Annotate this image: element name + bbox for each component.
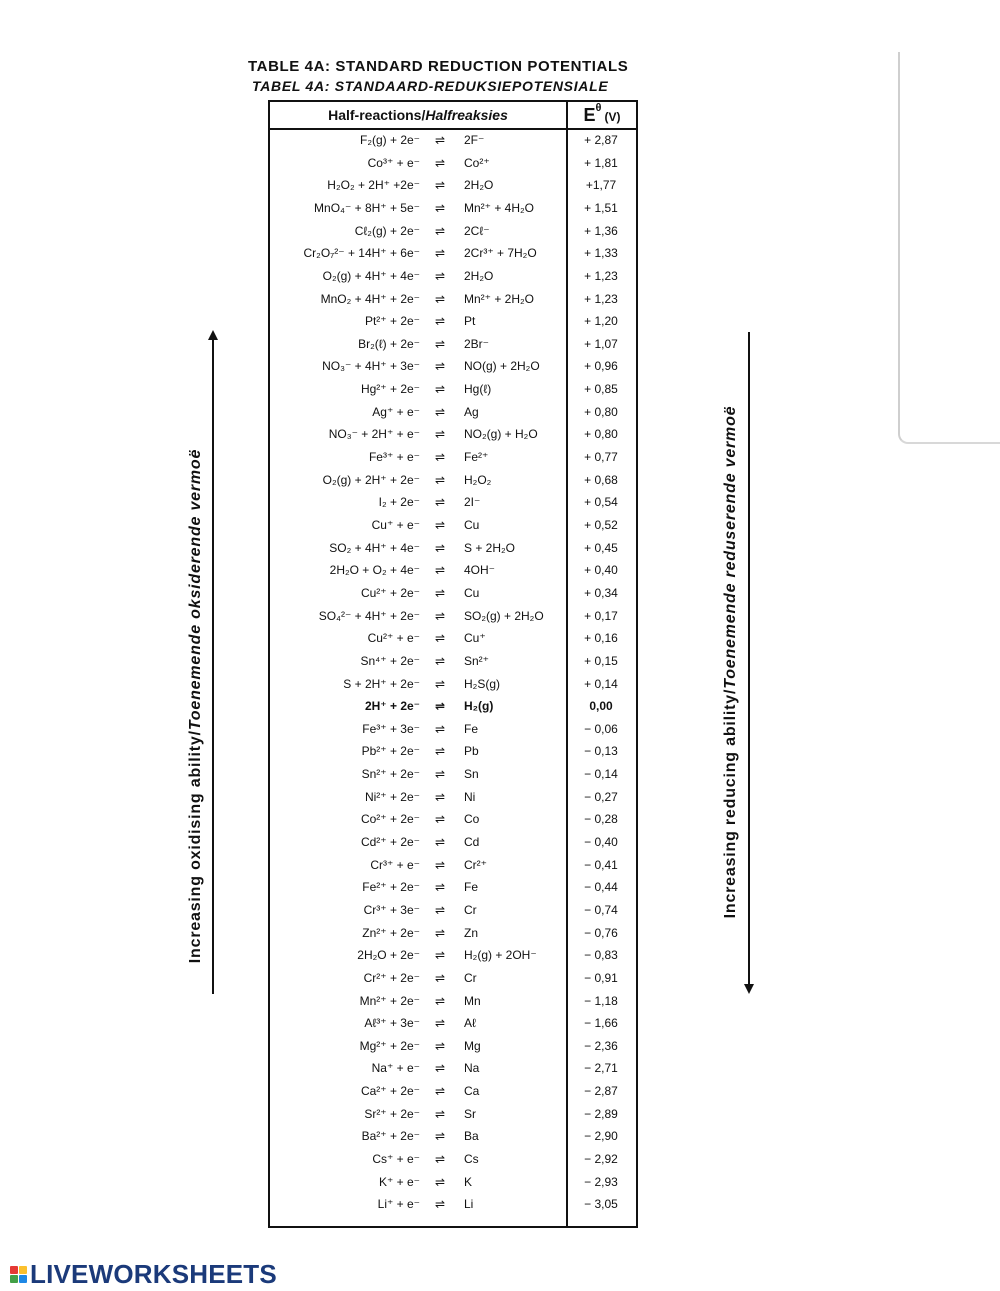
reaction-row (270, 561, 636, 581)
products: Ni (464, 789, 476, 804)
products: H₂(g) (464, 699, 494, 714)
equilibrium-arrow-icon: ⇌ (434, 1038, 446, 1053)
equilibrium-arrow-icon: ⇌ (434, 721, 446, 736)
equilibrium-arrow-icon: ⇌ (434, 744, 446, 759)
reaction-row (270, 924, 636, 944)
reactants: Cr³⁺ + e⁻ (370, 857, 420, 872)
reactants: MnO₄⁻ + 8H⁺ + 5e⁻ (314, 200, 420, 215)
reactants: Sn²⁺ + 2e⁻ (361, 767, 420, 782)
logo-square-yellow-icon (19, 1266, 27, 1274)
reaction-row (270, 1105, 636, 1125)
products: 2I⁻ (464, 495, 481, 510)
equilibrium-arrow-icon: ⇌ (434, 382, 446, 397)
reactants: O₂(g) + 2H⁺ + 2e⁻ (322, 472, 420, 487)
reaction-row (270, 969, 636, 989)
potential-value: − 0,41 (584, 857, 618, 872)
reaction-row (270, 516, 636, 536)
potential-value: − 2,92 (584, 1152, 618, 1167)
equilibrium-arrow-icon: ⇌ (434, 789, 446, 804)
products: Fe (464, 721, 479, 736)
potential-value: + 0,54 (584, 495, 618, 510)
reaction-row (270, 493, 636, 513)
equilibrium-arrow-icon: ⇌ (434, 359, 446, 374)
reactants: K⁺ + e⁻ (378, 1174, 420, 1189)
reaction-row (270, 1059, 636, 1079)
potential-value: + 0,52 (584, 517, 618, 532)
reaction-row (270, 222, 636, 242)
reactants: Co³⁺ + e⁻ (367, 155, 420, 170)
products: 2Cℓ⁻ (464, 223, 490, 238)
products: Zn (464, 925, 479, 940)
equilibrium-arrow-icon: ⇌ (434, 1061, 446, 1076)
reactants: Li⁺ + e⁻ (377, 1197, 420, 1212)
products: Mn²⁺ + 4H₂O (464, 200, 535, 215)
reaction-row (270, 539, 636, 559)
products: Ba (464, 1129, 479, 1144)
equilibrium-arrow-icon: ⇌ (434, 200, 446, 215)
reaction-row (270, 267, 636, 287)
reactants: Cd²⁺ + 2e⁻ (360, 835, 420, 850)
reactants: Fe²⁺ + 2e⁻ (362, 880, 420, 895)
arrow-down-icon (744, 984, 754, 994)
reaction-row (270, 1195, 636, 1215)
products: NO(g) + 2H₂O (464, 359, 540, 374)
equilibrium-arrow-icon: ⇌ (434, 857, 446, 872)
potential-value: − 0,44 (584, 880, 618, 895)
liveworksheets-logo[interactable] (10, 1260, 277, 1288)
potential-value: + 0,45 (584, 540, 618, 555)
equilibrium-arrow-icon: ⇌ (434, 495, 446, 510)
equilibrium-arrow-icon: ⇌ (434, 1106, 446, 1121)
reactants: Cr₂O₇²⁻ + 14H⁺ + 6e⁻ (303, 246, 420, 261)
equilibrium-arrow-icon: ⇌ (434, 970, 446, 985)
potential-value: − 2,71 (584, 1061, 618, 1076)
reactants: S + 2H⁺ + 2e⁻ (343, 676, 420, 691)
potential-value: + 0,15 (584, 653, 618, 668)
reducing-label-en: Increasing reducing ability/ (722, 688, 739, 919)
header-half-reactions-af: Halfreaksies (425, 107, 508, 123)
header-e-symbol: E (583, 104, 596, 125)
equilibrium-arrow-icon: ⇌ (434, 835, 446, 850)
products: Mg (464, 1038, 481, 1053)
reducing-ability-label (722, 406, 740, 919)
products: 2Br⁻ (464, 336, 490, 351)
reactants: Pb²⁺ + 2e⁻ (361, 744, 420, 759)
products: H₂O₂ (464, 472, 492, 487)
equilibrium-arrow-icon: ⇌ (434, 314, 446, 329)
reactants: O₂(g) + 4H⁺ + 4e⁻ (322, 268, 420, 283)
potential-value: − 0,14 (584, 767, 618, 782)
reaction-row (270, 380, 636, 400)
potential-value: + 2,87 (584, 133, 618, 147)
reaction-row (270, 1127, 636, 1147)
equilibrium-arrow-icon: ⇌ (434, 450, 446, 465)
potential-value: − 0,27 (584, 789, 618, 804)
equilibrium-arrow-icon: ⇌ (434, 585, 446, 600)
products: Sr (464, 1106, 476, 1121)
header-half-reactions (270, 102, 566, 128)
reaction-row (270, 629, 636, 649)
potential-value: − 0,28 (584, 812, 618, 827)
reactants: Sr²⁺ + 2e⁻ (364, 1106, 420, 1121)
reaction-row (270, 312, 636, 332)
products: 2H₂O (464, 268, 494, 283)
equilibrium-arrow-icon: ⇌ (434, 1084, 446, 1099)
reactants: NO₃⁻ + 2H⁺ + e⁻ (328, 427, 420, 442)
reaction-row (270, 448, 636, 468)
equilibrium-arrow-icon: ⇌ (434, 540, 446, 555)
potential-value: − 2,90 (584, 1129, 618, 1144)
potential-value: + 1,36 (584, 223, 618, 238)
reactants: F₂(g) + 2e⁻ (359, 133, 420, 147)
potential-value: − 2,87 (584, 1084, 618, 1099)
reaction-row (270, 471, 636, 491)
products: Fe²⁺ (464, 450, 489, 465)
equilibrium-arrow-icon: ⇌ (434, 880, 446, 895)
reactants: Mn²⁺ + 2e⁻ (359, 993, 420, 1008)
reactants: SO₂ + 4H⁺ + 4e⁻ (329, 540, 420, 555)
equilibrium-arrow-icon: ⇌ (434, 1152, 446, 1167)
reaction-row (270, 992, 636, 1012)
products: Cs (464, 1152, 479, 1167)
potential-value: + 0,40 (584, 563, 618, 578)
potential-value: + 0,17 (584, 608, 618, 623)
potential-value: − 0,91 (584, 970, 618, 985)
reaction-row (270, 357, 636, 377)
products: Cu (464, 585, 480, 600)
potential-value: − 3,05 (584, 1197, 618, 1212)
reaction-row (270, 131, 636, 151)
reactants: Aℓ³⁺ + 3e⁻ (364, 1016, 420, 1031)
products: Fe (464, 880, 479, 895)
reactants: Cs⁺ + e⁻ (372, 1152, 420, 1167)
reactants: Fe³⁺ + e⁻ (368, 450, 420, 465)
products: Hg(ℓ) (464, 382, 492, 397)
products: Na (464, 1061, 480, 1076)
reactants: Br₂(ℓ) + 2e⁻ (358, 336, 420, 351)
products: Cu⁺ (464, 631, 486, 646)
reaction-row (270, 788, 636, 808)
equilibrium-arrow-icon: ⇌ (434, 223, 446, 238)
reaction-row (270, 652, 636, 672)
equilibrium-arrow-icon: ⇌ (434, 699, 446, 714)
reaction-row (270, 244, 636, 264)
reactants: Cr²⁺ + 2e⁻ (363, 970, 420, 985)
products: Sn²⁺ (464, 653, 490, 668)
products: Cr²⁺ (464, 857, 487, 872)
reactants: Cℓ₂(g) + 2e⁻ (354, 223, 420, 238)
reaction-row (270, 425, 636, 445)
equilibrium-arrow-icon: ⇌ (434, 1174, 446, 1189)
products: NO₂(g) + H₂O (464, 427, 538, 442)
products: S + 2H₂O (464, 540, 516, 555)
reaction-row (270, 176, 636, 196)
potential-value: − 2,36 (584, 1038, 618, 1053)
potential-value: − 0,13 (584, 744, 618, 759)
reactants: Sn⁴⁺ + 2e⁻ (360, 653, 420, 668)
header-theta: θ (595, 102, 602, 114)
potential-value: + 0,68 (584, 472, 618, 487)
equilibrium-arrow-icon: ⇌ (434, 517, 446, 532)
reactants: Hg²⁺ + 2e⁻ (360, 382, 420, 397)
potential-value: + 0,80 (584, 404, 618, 419)
potential-value: + 0,16 (584, 631, 618, 646)
reaction-row (270, 765, 636, 785)
potential-value: + 0,80 (584, 427, 618, 442)
products: 2F⁻ (464, 133, 485, 147)
potential-value: − 1,18 (584, 993, 618, 1008)
potential-value: + 0,14 (584, 676, 618, 691)
products: Li (464, 1197, 474, 1212)
equilibrium-arrow-icon: ⇌ (434, 268, 446, 283)
reducing-arrow-line (748, 332, 750, 984)
reactants: Cu²⁺ + 2e⁻ (360, 585, 420, 600)
products: K (464, 1174, 473, 1189)
potential-value: 0,00 (589, 699, 613, 714)
products: Aℓ (464, 1016, 476, 1031)
potential-value: − 0,76 (584, 925, 618, 940)
table-title: TABLE 4A: STANDARD REDUCTION POTENTIALS (248, 58, 629, 75)
reactants: I₂ + 2e⁻ (378, 495, 420, 510)
equilibrium-arrow-icon: ⇌ (434, 404, 446, 419)
equilibrium-arrow-icon: ⇌ (434, 1016, 446, 1031)
potential-value: + 1,51 (584, 200, 618, 215)
reactants: NO₃⁻ + 4H⁺ + 3e⁻ (322, 359, 420, 374)
reaction-row (270, 199, 636, 219)
reaction-row (270, 1082, 636, 1102)
equilibrium-arrow-icon: ⇌ (434, 336, 446, 351)
reactants: Ca²⁺ + 2e⁻ (360, 1084, 420, 1099)
products: Ca (464, 1084, 480, 1099)
products: Sn (464, 767, 479, 782)
reactants: 2H₂O + 2e⁻ (357, 948, 420, 963)
equilibrium-arrow-icon: ⇌ (434, 1129, 446, 1144)
logo-square-red-icon (10, 1266, 18, 1274)
equilibrium-arrow-icon: ⇌ (434, 246, 446, 261)
products: Pt (464, 314, 476, 329)
reaction-row (270, 742, 636, 762)
reactants: Zn²⁺ + 2e⁻ (362, 925, 420, 940)
reactants: Ag⁺ + e⁻ (372, 404, 420, 419)
reactants: MnO₂ + 4H⁺ + 2e⁻ (320, 291, 420, 306)
potential-value: − 1,66 (584, 1016, 618, 1031)
header-potential (568, 102, 636, 128)
equilibrium-arrow-icon: ⇌ (434, 676, 446, 691)
products: Cr (464, 970, 477, 985)
reactants: Pt²⁺ + 2e⁻ (364, 314, 420, 329)
equilibrium-arrow-icon: ⇌ (434, 948, 446, 963)
reaction-row (270, 833, 636, 853)
equilibrium-arrow-icon: ⇌ (434, 993, 446, 1008)
products: Co (464, 812, 480, 827)
logo-grid-icon (10, 1266, 27, 1283)
potential-value: − 2,93 (584, 1174, 618, 1189)
equilibrium-arrow-icon: ⇌ (434, 812, 446, 827)
oxidising-label-en: Increasing oxidising ability/ (187, 730, 204, 964)
reactants: Cu²⁺ + e⁻ (367, 631, 420, 646)
oxidising-arrow-line (212, 338, 214, 994)
products: H₂(g) + 2OH⁻ (464, 948, 537, 963)
reaction-row (270, 607, 636, 627)
potential-value: + 0,85 (584, 382, 618, 397)
reaction-row (270, 1037, 636, 1057)
reactants: Ba²⁺ + 2e⁻ (361, 1129, 420, 1144)
potential-value: − 0,06 (584, 721, 618, 736)
equilibrium-arrow-icon: ⇌ (434, 563, 446, 578)
reaction-row (270, 584, 636, 604)
equilibrium-arrow-icon: ⇌ (434, 653, 446, 668)
potential-value: + 1,33 (584, 246, 618, 261)
reaction-row (270, 1150, 636, 1170)
logo-square-blue-icon (19, 1275, 27, 1283)
products: Cr (464, 902, 477, 917)
reactants: Cu⁺ + e⁻ (371, 517, 420, 532)
reactants: 2H₂O + O₂ + 4e⁻ (329, 563, 420, 578)
reaction-row (270, 154, 636, 174)
table-subtitle: TABEL 4A: STANDAARD-REDUKSIEPOTENSIALE (252, 78, 609, 94)
reactants: Fe³⁺ + 3e⁻ (362, 721, 420, 736)
table-header-divider (268, 128, 638, 130)
potential-value: − 0,40 (584, 835, 618, 850)
reactants: Cr³⁺ + 3e⁻ (363, 902, 420, 917)
reactants: Ni²⁺ + 2e⁻ (364, 789, 420, 804)
potential-value: +1,77 (585, 178, 617, 193)
potential-value: − 0,74 (584, 902, 618, 917)
equilibrium-arrow-icon: ⇌ (434, 291, 446, 306)
products: Cu (464, 517, 480, 532)
reactants: Na⁺ + e⁻ (371, 1061, 420, 1076)
reducing-label-af: Toenemende reduserende vermoë (722, 405, 739, 689)
potential-value: − 2,89 (584, 1106, 618, 1121)
equilibrium-arrow-icon: ⇌ (434, 472, 446, 487)
products: 4OH⁻ (464, 563, 496, 578)
reactants: 2H⁺ + 2e⁻ (364, 699, 420, 714)
reactants: Mg²⁺ + 2e⁻ (359, 1038, 420, 1053)
equilibrium-arrow-icon: ⇌ (434, 155, 446, 170)
equilibrium-arrow-icon: ⇌ (434, 178, 446, 193)
header-half-reactions-en: Half-reactions/ (328, 107, 426, 123)
header-unit: (V) (604, 110, 621, 124)
reaction-row (270, 720, 636, 740)
products: Ag (464, 404, 479, 419)
reaction-row (270, 1173, 636, 1193)
potential-value: + 1,20 (584, 314, 618, 329)
reaction-row (270, 901, 636, 921)
products: Pb (464, 744, 479, 759)
products: Cd (464, 835, 480, 850)
reaction-row (270, 335, 636, 355)
reaction-row (270, 290, 636, 310)
equilibrium-arrow-icon: ⇌ (434, 1197, 446, 1212)
potential-value: + 0,34 (584, 585, 618, 600)
products: Mn (464, 993, 481, 1008)
equilibrium-arrow-icon: ⇌ (434, 767, 446, 782)
potential-value: + 1,81 (584, 155, 618, 170)
products: SO₂(g) + 2H₂O (464, 608, 544, 623)
logo-square-green-icon (10, 1275, 18, 1283)
potential-value: + 0,77 (584, 450, 618, 465)
reaction-row (270, 675, 636, 695)
potential-value: + 1,07 (584, 336, 618, 351)
reaction-row (270, 697, 636, 717)
potential-value: + 1,23 (584, 291, 618, 306)
reaction-row (270, 810, 636, 830)
equilibrium-arrow-icon: ⇌ (434, 902, 446, 917)
products: Mn²⁺ + 2H₂O (464, 291, 535, 306)
equilibrium-arrow-icon: ⇌ (434, 925, 446, 940)
logo-text: LIVEWORKSHEETS (30, 1258, 277, 1289)
reaction-row (270, 403, 636, 423)
equilibrium-arrow-icon: ⇌ (434, 608, 446, 623)
reactants: SO₄²⁻ + 4H⁺ + 2e⁻ (318, 608, 420, 623)
side-panel (898, 52, 1000, 444)
potential-value: − 0,83 (584, 948, 618, 963)
reaction-row (270, 946, 636, 966)
reactants: Co²⁺ + 2e⁻ (360, 812, 420, 827)
reaction-row (270, 878, 636, 898)
equilibrium-arrow-icon: ⇌ (434, 631, 446, 646)
equilibrium-arrow-icon: ⇌ (434, 133, 446, 147)
reactants: H₂O₂ + 2H⁺ +2e⁻ (327, 178, 420, 193)
oxidising-ability-label (187, 449, 205, 963)
reaction-row (270, 1014, 636, 1034)
equilibrium-arrow-icon: ⇌ (434, 427, 446, 442)
oxidising-label-af: Toenemende oksiderende vermoë (187, 448, 204, 731)
products: H₂S(g) (464, 676, 500, 691)
products: 2H₂O (464, 178, 494, 193)
reaction-row (270, 856, 636, 876)
products: 2Cr³⁺ + 7H₂O (464, 246, 537, 261)
products: Co²⁺ (464, 155, 490, 170)
potential-value: + 1,23 (584, 268, 618, 283)
potential-value: + 0,96 (584, 359, 618, 374)
